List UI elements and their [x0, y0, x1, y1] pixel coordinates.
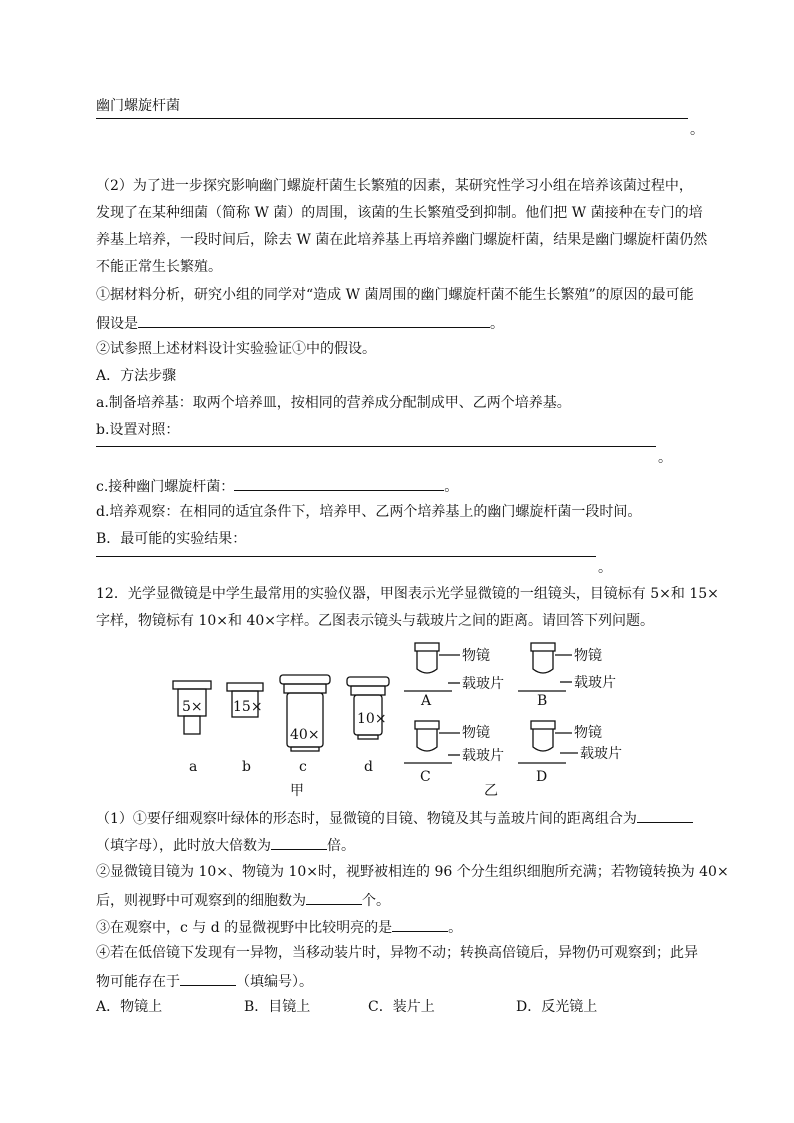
s1-text-2b: 倍。: [327, 838, 355, 854]
combination-blank[interactable]: [637, 808, 693, 823]
q12-intro-2: 字样，物镜标有 10×和 40×字样。乙图表示镜头与载玻片之间的距离。请回答下列问题。: [96, 613, 654, 629]
lens-b-mark: 15×: [233, 699, 263, 715]
s1-text-2a: （填字母），此时放大倍数为: [96, 838, 271, 854]
s4-text-2a: 物可能存在于: [96, 974, 180, 990]
q1-line-1: ①据材料分析，研究小组的同学对“造成 W 菌周围的幽门螺旋杆菌不能生长繁殖”的原因的最可能: [96, 287, 694, 303]
s3-end: 。: [448, 920, 463, 936]
s2-line-2: [96, 890, 390, 910]
s1-line-2: [96, 835, 355, 855]
lens-a-mark: 5×: [182, 699, 203, 715]
s2-text-2b: 个。: [362, 893, 390, 909]
panel-a-letter: A: [421, 693, 432, 709]
step-c-blank[interactable]: [234, 476, 444, 491]
intro-line-3: 养基上培养，一段时间后，除去 W 菌在此培养基上再培养幽门螺旋杆菌，结果是幽门螺旋杆菌仍然: [96, 232, 708, 248]
step-c-line: [96, 476, 458, 496]
s3-text: ③在观察中，c 与 d 的显微视野中比较明亮的是: [96, 920, 393, 936]
panel-a-slide-label: 载玻片: [462, 676, 504, 692]
panel-a-objective-label: 物镜: [462, 648, 490, 664]
lens-d-letter: d: [364, 759, 373, 775]
panel-d-slide-label: 载玻片: [580, 746, 622, 762]
lens-c-mark: 40×: [290, 727, 320, 743]
panel-d-letter: D: [536, 769, 548, 785]
q1-end: 。: [490, 316, 504, 332]
intro-line-2: 发现了在某种细菌（简称 W 菌）的周围，该菌的生长繁殖受到抑制。他们把 W 菌接种在专门的培: [96, 205, 703, 221]
panel-c-letter: C: [420, 769, 431, 785]
s4-line-2: [96, 971, 313, 991]
option-d[interactable]: D．反光镜上: [516, 999, 598, 1015]
result-end: 。: [598, 560, 612, 576]
lens-b-letter: b: [242, 759, 251, 775]
yi-label: 乙: [484, 783, 498, 799]
objective-d: [347, 677, 389, 739]
lens-a-letter: a: [189, 759, 198, 775]
q1-prefix: 假设是: [96, 316, 138, 332]
lens-d-mark: 10×: [357, 711, 387, 727]
jia-label: 甲: [290, 783, 304, 799]
step-c-label: c.接种幽门螺旋杆菌：: [96, 479, 235, 495]
step-d: d.培养观察：在相同的适宜条件下，培养甲、乙两个培养基上的幽门螺旋杆菌一段时间。: [96, 504, 642, 520]
step-a: a.制备培养基：取两个培养皿，按相同的营养成分配制成甲、乙两个培养基。: [96, 395, 571, 411]
result-blank[interactable]: [96, 556, 596, 557]
lens-c-letter: c: [299, 759, 307, 775]
result-heading: B．最可能的实验结果：: [96, 531, 247, 547]
panel-b-slide-label: 载玻片: [574, 675, 616, 691]
option-b[interactable]: B．目镜上: [244, 999, 311, 1015]
panel-d-objective-label: 物镜: [574, 725, 602, 741]
s2-text-2a: 后，则视野中可观察到的细胞数为: [96, 893, 306, 909]
s2-line-1: ②显微镜目镜为 10×、物镜为 10×时，视野被相连的 96 个分生组织细胞所充满；若物镜转换为 40×: [96, 864, 729, 880]
s4-line-1: ④若在低倍镜下发现有一异物，当移动装片时，异物不动；转换高倍镜后，异物仍可观察到；此异: [96, 945, 698, 961]
microscope-figure: [0, 635, 794, 800]
answer-label: 幽门螺旋杆菌: [96, 98, 180, 114]
method-heading: A．方法步骤: [96, 368, 177, 384]
answer-blank-line[interactable]: [96, 118, 688, 119]
step-b-end: 。: [658, 450, 672, 466]
cell-count-blank[interactable]: [306, 890, 362, 905]
panel-c: [404, 721, 460, 763]
brighter-view-blank[interactable]: [392, 917, 448, 932]
q2-line: ②试参照上述材料设计实验验证①中的假设。: [96, 341, 376, 357]
intro-line-4: 不能正常生长繁殖。: [96, 259, 222, 275]
panel-c-slide-label: 载玻片: [462, 748, 504, 764]
panel-b-objective-label: 物镜: [574, 648, 602, 664]
option-a[interactable]: A．物镜上: [96, 999, 163, 1015]
location-blank[interactable]: [180, 971, 236, 986]
q12-intro-1: 12．光学显微镜是中学生最常用的实验仪器，甲图表示光学显微镜的一组镜头，目镜标有 5×和 15×: [96, 586, 719, 602]
s1-text: （1）①要仔细观察叶绿体的形态时，显微镜的目镜、物镜及其与盖玻片间的距离组合为: [96, 811, 637, 827]
step-b: b.设置对照：: [96, 422, 180, 438]
q1-line-2: [96, 313, 504, 333]
s1-line-1: [96, 808, 693, 828]
s3-line: [96, 917, 462, 937]
hypothesis-blank[interactable]: [138, 313, 490, 328]
panel-c-objective-label: 物镜: [462, 725, 490, 741]
end-mark: 。: [690, 122, 704, 138]
option-c[interactable]: C．装片上: [368, 999, 435, 1015]
intro-line-1: （2）为了进一步探究影响幽门螺旋杆菌生长繁殖的因素，某研究性学习小组在培养该菌过程中，: [96, 178, 693, 194]
step-b-blank[interactable]: [96, 446, 656, 447]
magnification-blank[interactable]: [271, 835, 327, 850]
panel-b: [518, 643, 572, 691]
panel-b-letter: B: [537, 693, 548, 709]
panel-d: [518, 721, 578, 763]
panel-a: [404, 643, 460, 691]
s4-text-2b: （填编号）。: [236, 974, 313, 990]
step-c-end: 。: [444, 479, 459, 495]
